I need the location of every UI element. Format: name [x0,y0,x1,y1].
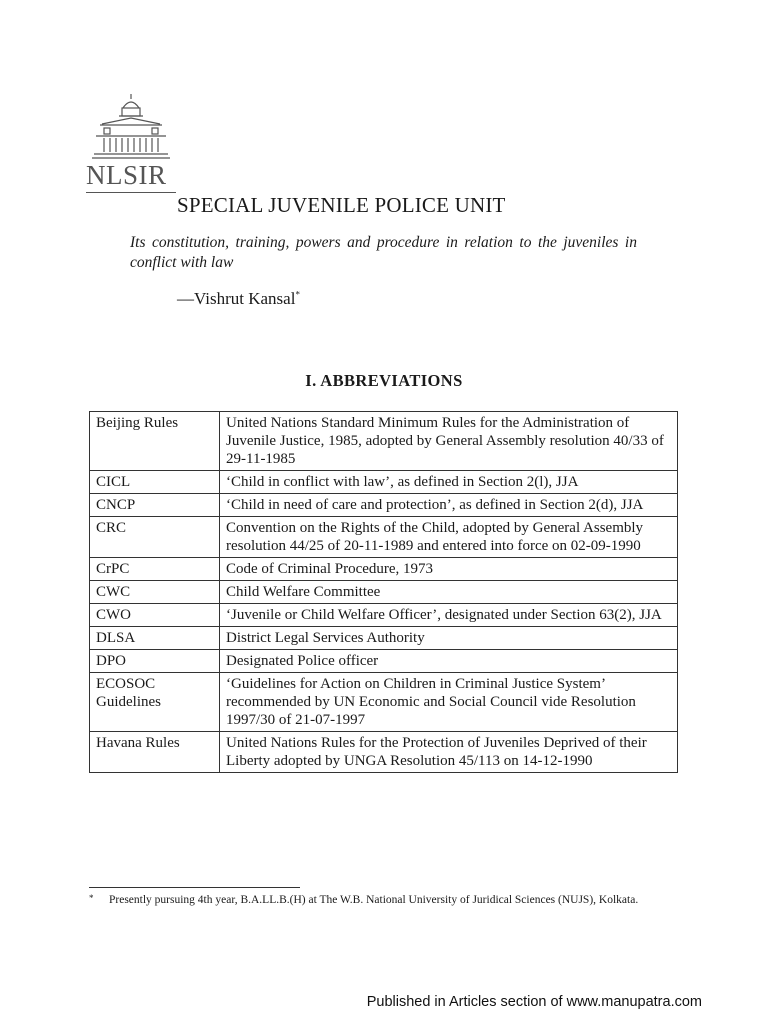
abbreviation-term: CrPC [90,558,220,581]
abbreviation-term: CWO [90,604,220,627]
abbreviation-definition: Code of Criminal Procedure, 1973 [220,558,678,581]
table-row [90,471,678,494]
abbreviation-definition: ‘Juvenile or Child Welfare Officer’, designated under Section 63(2), JJA [220,604,678,627]
university-building-icon [90,92,172,164]
footnote-text: Presently pursuing 4th year, B.A.LL.B.(H) at The W.B. National University of Juridical Sciences (NUJS), Kolkata. [109,894,639,906]
abbreviation-term: CNCP [90,494,220,517]
abbreviation-definition: Child Welfare Committee [220,581,678,604]
logo-text: NLSIR [86,160,167,190]
table-row [90,558,678,581]
abbreviation-term: DLSA [90,627,220,650]
abbreviation-definition: United Nations Standard Minimum Rules for the Administration of Juvenile Justice, 1985, adopted by General Assembly resolution 40/33 of 29-11-1985 [220,412,678,471]
abbreviation-definition: ‘Guidelines for Action on Children in Criminal Justice System’ recommended by UN Economic and Social Council vide Resolution 1997/30 of 21-07-1997 [220,673,678,732]
published-notice: Published in Articles section of www.manupatra.com [366,994,702,1010]
abbreviation-definition: Designated Police officer [220,650,678,673]
table-row [90,627,678,650]
table-row [90,581,678,604]
abbreviation-definition: ‘Child in need of care and protection’, as defined in Section 2(d), JJA [220,494,678,517]
section-heading: I. ABBREVIATIONS [305,371,463,390]
logo-divider [86,192,176,193]
abbreviation-term: DPO [90,650,220,673]
abbreviation-term: CWC [90,581,220,604]
article-subtitle: Its constitution, training, powers and procedure in relation to the juveniles in conflict with law [130,234,637,271]
footnote-mark: * [89,893,94,903]
article-author [177,289,300,309]
author-name: —Vishrut Kansal [177,289,296,308]
table-row [90,604,678,627]
abbreviation-definition: ‘Child in conflict with law’, as defined in Section 2(l), JJA [220,471,678,494]
abbreviation-term: CRC [90,517,220,558]
abbreviation-definition: Convention on the Rights of the Child, adopted by General Assembly resolution 44/25 of 20-11-1989 and entered into force on 02-09-1990 [220,517,678,558]
abbreviation-term: Beijing Rules [90,412,220,471]
author-footnote-mark: * [295,289,300,300]
table-row [90,732,678,773]
table-row [90,494,678,517]
table-row [90,673,678,732]
abbreviation-definition: District Legal Services Authority [220,627,678,650]
abbreviations-table [89,411,678,773]
journal-logo [86,92,178,196]
article-title: SPECIAL JUVENILE POLICE UNIT [177,193,506,217]
footnote-divider [89,887,300,888]
table-row [90,517,678,558]
abbreviation-definition: United Nations Rules for the Protection of Juveniles Deprived of their Liberty adopted by UNGA Resolution 45/113 on 14-12-1990 [220,732,678,773]
abbreviation-term: ECOSOC Guidelines [90,673,220,732]
table-row [90,412,678,471]
table-row [90,650,678,673]
footnote [89,893,679,908]
abbreviation-term: CICL [90,471,220,494]
abbreviation-term: Havana Rules [90,732,220,773]
